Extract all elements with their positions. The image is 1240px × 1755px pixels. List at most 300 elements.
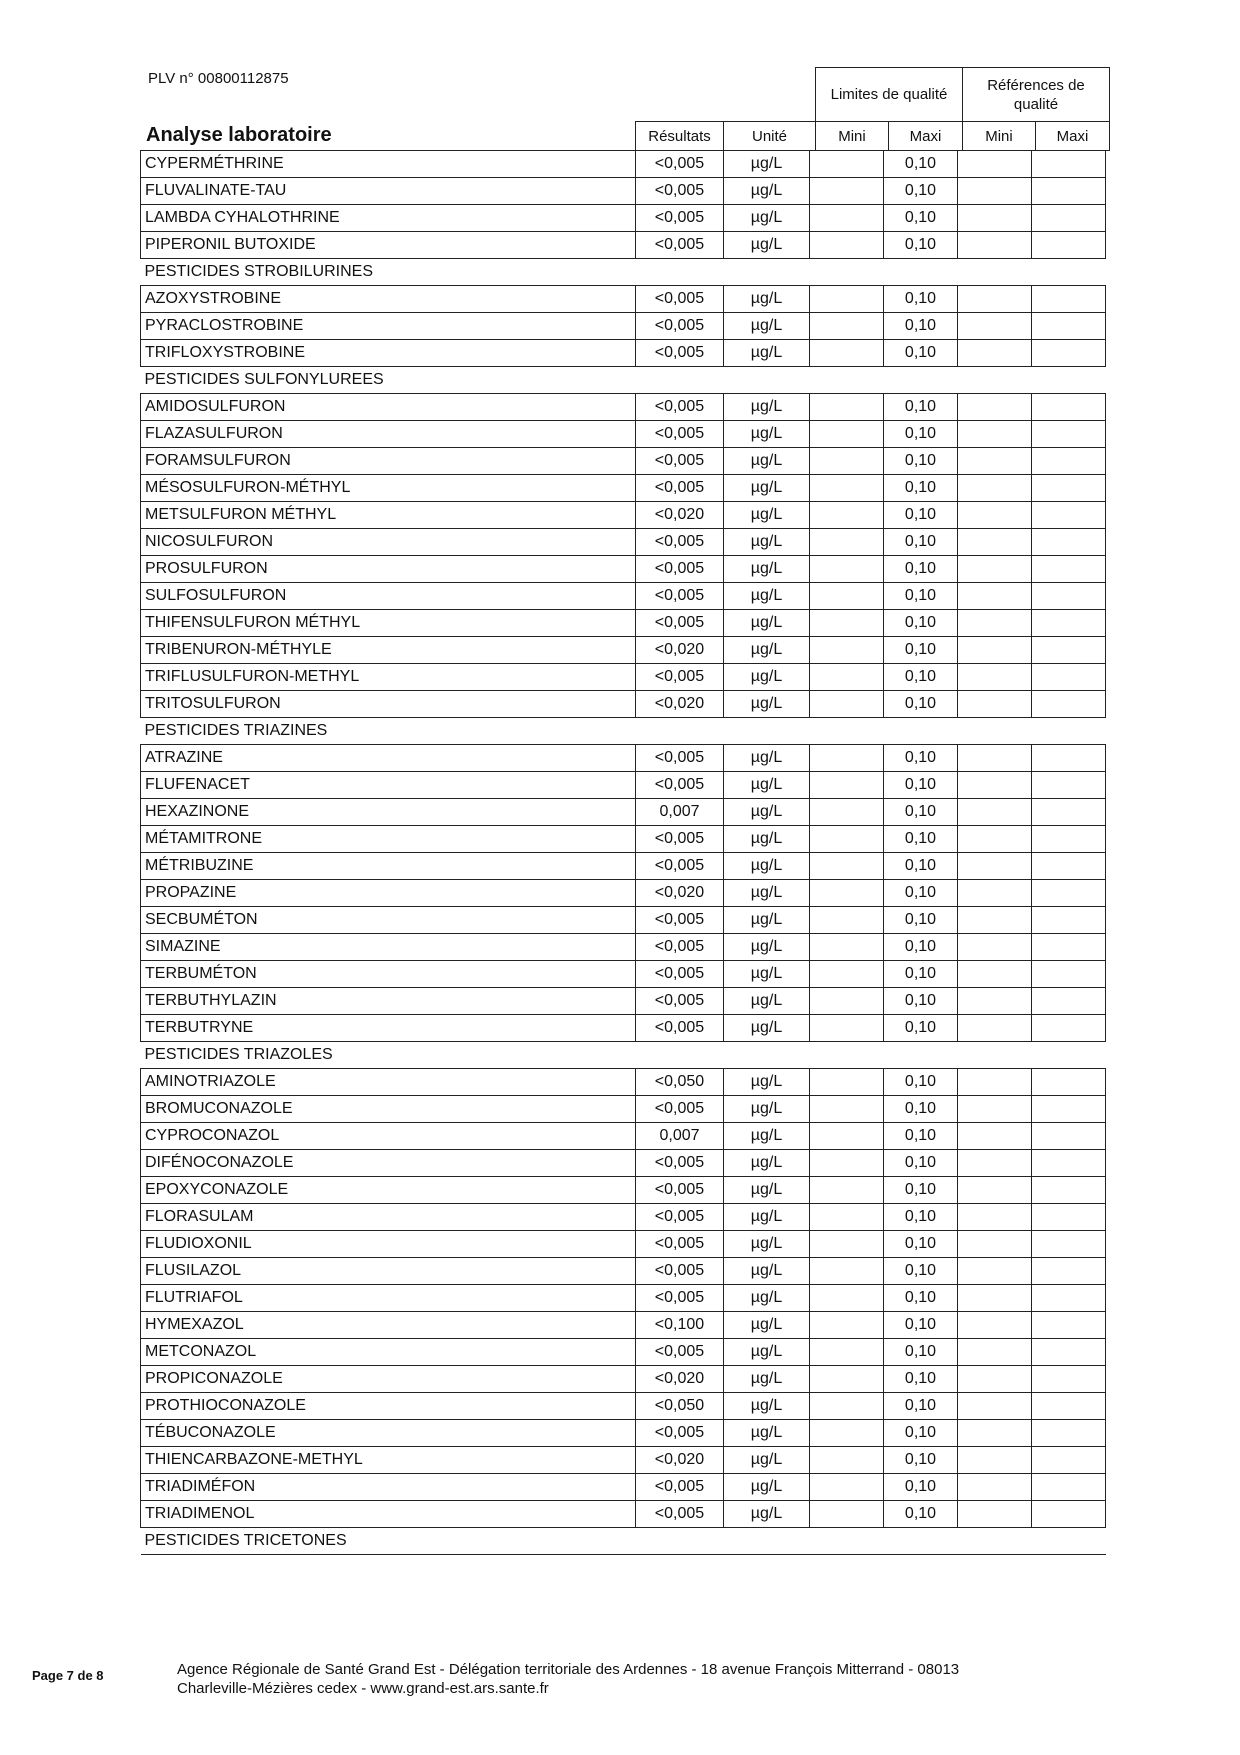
- table-row: [141, 1312, 1106, 1339]
- table-row: [141, 1447, 1106, 1474]
- limit-mini: [810, 1420, 884, 1447]
- unit-value: µg/L: [724, 475, 810, 502]
- unit-value: µg/L: [724, 583, 810, 610]
- parameter-name: TRIBENURON-MÉTHYLE: [141, 637, 636, 664]
- parameter-name: MÉTAMITRONE: [141, 826, 636, 853]
- unit-value: µg/L: [724, 448, 810, 475]
- parameter-name: FLUFENACET: [141, 772, 636, 799]
- reference-maxi: [1032, 286, 1106, 313]
- table-row: [141, 637, 1106, 664]
- table-row: [141, 1420, 1106, 1447]
- limit-mini: [810, 664, 884, 691]
- header-limites-mini: Mini: [815, 121, 889, 151]
- reference-maxi: [1032, 1123, 1106, 1150]
- reference-mini: [958, 853, 1032, 880]
- unit-value: µg/L: [724, 1420, 810, 1447]
- reference-mini: [958, 637, 1032, 664]
- page-title: Analyse laboratoire: [146, 124, 332, 146]
- parameter-name: FORAMSULFURON: [141, 448, 636, 475]
- table-row: [141, 1258, 1106, 1285]
- limit-mini: [810, 1096, 884, 1123]
- result-value: <0,005: [636, 178, 724, 205]
- reference-mini: [958, 1339, 1032, 1366]
- limit-mini: [810, 1177, 884, 1204]
- table-row: [141, 529, 1106, 556]
- footer-address: [177, 1660, 959, 1698]
- limit-maxi: 0,10: [884, 691, 958, 718]
- limit-mini: [810, 556, 884, 583]
- limit-maxi: 0,10: [884, 826, 958, 853]
- result-value: <0,020: [636, 880, 724, 907]
- reference-maxi: [1032, 826, 1106, 853]
- reference-maxi: [1032, 475, 1106, 502]
- unit-value: µg/L: [724, 529, 810, 556]
- limit-mini: [810, 178, 884, 205]
- reference-maxi: [1032, 1501, 1106, 1528]
- reference-mini: [958, 556, 1032, 583]
- result-value: <0,005: [636, 1231, 724, 1258]
- reference-mini: [958, 961, 1032, 988]
- table-row: [141, 691, 1106, 718]
- footer-line-2: Charleville-Mézières cedex - www.grand-est.ars.sante.fr: [177, 1680, 549, 1697]
- unit-value: µg/L: [724, 178, 810, 205]
- limit-mini: [810, 1366, 884, 1393]
- header-limites-maxi: Maxi: [888, 121, 963, 151]
- limit-maxi: 0,10: [884, 448, 958, 475]
- limit-maxi: 0,10: [884, 1312, 958, 1339]
- table-row: [141, 421, 1106, 448]
- parameter-name: TRIADIMÉFON: [141, 1474, 636, 1501]
- reference-maxi: [1032, 1447, 1106, 1474]
- table-row: [141, 1150, 1106, 1177]
- limit-maxi: 0,10: [884, 610, 958, 637]
- table-row: [141, 799, 1106, 826]
- limit-mini: [810, 745, 884, 772]
- limit-mini: [810, 151, 884, 178]
- reference-maxi: [1032, 1204, 1106, 1231]
- unit-value: µg/L: [724, 556, 810, 583]
- table-row: [141, 907, 1106, 934]
- limit-maxi: 0,10: [884, 556, 958, 583]
- reference-mini: [958, 880, 1032, 907]
- limit-mini: [810, 421, 884, 448]
- parameter-name: AMIDOSULFURON: [141, 394, 636, 421]
- parameter-name: PYRACLOSTROBINE: [141, 313, 636, 340]
- limit-mini: [810, 232, 884, 259]
- limit-mini: [810, 934, 884, 961]
- limit-maxi: 0,10: [884, 1447, 958, 1474]
- table-row: [141, 583, 1106, 610]
- result-value: <0,005: [636, 151, 724, 178]
- limit-mini: [810, 1204, 884, 1231]
- unit-value: µg/L: [724, 1015, 810, 1042]
- reference-maxi: [1032, 1231, 1106, 1258]
- limit-mini: [810, 826, 884, 853]
- unit-value: µg/L: [724, 664, 810, 691]
- reference-mini: [958, 772, 1032, 799]
- limit-maxi: 0,10: [884, 502, 958, 529]
- result-value: 0,007: [636, 1123, 724, 1150]
- reference-mini: [958, 583, 1032, 610]
- parameter-name: LAMBDA CYHALOTHRINE: [141, 205, 636, 232]
- result-value: <0,005: [636, 394, 724, 421]
- limit-maxi: 0,10: [884, 1204, 958, 1231]
- limit-mini: [810, 448, 884, 475]
- result-value: <0,005: [636, 448, 724, 475]
- reference-maxi: [1032, 583, 1106, 610]
- limit-maxi: 0,10: [884, 1123, 958, 1150]
- parameter-name: METCONAZOL: [141, 1339, 636, 1366]
- limit-maxi: 0,10: [884, 1177, 958, 1204]
- table-row: [141, 1015, 1106, 1042]
- reference-maxi: [1032, 151, 1106, 178]
- limit-maxi: 0,10: [884, 637, 958, 664]
- unit-value: µg/L: [724, 502, 810, 529]
- table-row: [141, 1474, 1106, 1501]
- reference-mini: [958, 205, 1032, 232]
- limit-maxi: 0,10: [884, 151, 958, 178]
- parameter-name: PIPERONIL BUTOXIDE: [141, 232, 636, 259]
- limit-mini: [810, 394, 884, 421]
- header-references-label: Références de qualité: [987, 76, 1085, 113]
- parameter-name: FLUTRIAFOL: [141, 1285, 636, 1312]
- result-value: <0,005: [636, 1150, 724, 1177]
- result-value: <0,005: [636, 934, 724, 961]
- section-title: PESTICIDES SULFONYLUREES: [141, 367, 1106, 394]
- reference-mini: [958, 1447, 1032, 1474]
- reference-mini: [958, 448, 1032, 475]
- reference-mini: [958, 232, 1032, 259]
- unit-value: µg/L: [724, 1123, 810, 1150]
- result-value: <0,005: [636, 475, 724, 502]
- limit-maxi: 0,10: [884, 961, 958, 988]
- reference-maxi: [1032, 1393, 1106, 1420]
- section-header: [141, 1042, 1106, 1069]
- result-value: <0,005: [636, 1501, 724, 1528]
- result-value: <0,020: [636, 637, 724, 664]
- parameter-name: TRIFLOXYSTROBINE: [141, 340, 636, 367]
- limit-maxi: 0,10: [884, 394, 958, 421]
- table-row: [141, 205, 1106, 232]
- limit-maxi: 0,10: [884, 745, 958, 772]
- reference-mini: [958, 1177, 1032, 1204]
- reference-maxi: [1032, 853, 1106, 880]
- limit-maxi: 0,10: [884, 1096, 958, 1123]
- result-value: <0,020: [636, 691, 724, 718]
- result-value: <0,005: [636, 286, 724, 313]
- reference-mini: [958, 1420, 1032, 1447]
- reference-mini: [958, 340, 1032, 367]
- reference-maxi: [1032, 178, 1106, 205]
- parameter-name: SECBUMÉTON: [141, 907, 636, 934]
- limit-mini: [810, 880, 884, 907]
- parameter-name: SIMAZINE: [141, 934, 636, 961]
- unit-value: µg/L: [724, 313, 810, 340]
- result-value: <0,005: [636, 1285, 724, 1312]
- limit-mini: [810, 1393, 884, 1420]
- header-unite: Unité: [723, 121, 816, 151]
- limit-maxi: 0,10: [884, 286, 958, 313]
- parameter-name: METSULFURON MÉTHYL: [141, 502, 636, 529]
- result-value: <0,005: [636, 583, 724, 610]
- reference-maxi: [1032, 772, 1106, 799]
- parameter-name: ATRAZINE: [141, 745, 636, 772]
- limit-maxi: 0,10: [884, 232, 958, 259]
- result-value: <0,005: [636, 340, 724, 367]
- result-value: <0,050: [636, 1393, 724, 1420]
- parameter-name: AMINOTRIAZOLE: [141, 1069, 636, 1096]
- limit-mini: [810, 1258, 884, 1285]
- table-row: [141, 1123, 1106, 1150]
- header-references-qualite: [962, 67, 1110, 122]
- parameter-name: TRIADIMENOL: [141, 1501, 636, 1528]
- result-value: <0,005: [636, 961, 724, 988]
- limit-mini: [810, 529, 884, 556]
- table-row: [141, 1231, 1106, 1258]
- result-value: <0,020: [636, 502, 724, 529]
- section-header: [141, 718, 1106, 745]
- parameter-name: HEXAZINONE: [141, 799, 636, 826]
- unit-value: µg/L: [724, 934, 810, 961]
- parameter-name: TRITOSULFURON: [141, 691, 636, 718]
- limit-maxi: 0,10: [884, 178, 958, 205]
- unit-value: µg/L: [724, 1393, 810, 1420]
- result-value: <0,005: [636, 745, 724, 772]
- limit-mini: [810, 475, 884, 502]
- unit-value: µg/L: [724, 1366, 810, 1393]
- reference-maxi: [1032, 1339, 1106, 1366]
- unit-value: µg/L: [724, 1177, 810, 1204]
- reference-mini: [958, 1069, 1032, 1096]
- unit-value: µg/L: [724, 799, 810, 826]
- limit-mini: [810, 1015, 884, 1042]
- unit-value: µg/L: [724, 421, 810, 448]
- unit-value: µg/L: [724, 772, 810, 799]
- limit-mini: [810, 313, 884, 340]
- limit-maxi: 0,10: [884, 772, 958, 799]
- result-value: <0,005: [636, 1474, 724, 1501]
- reference-mini: [958, 529, 1032, 556]
- reference-mini: [958, 610, 1032, 637]
- parameter-name: THIFENSULFURON MÉTHYL: [141, 610, 636, 637]
- reference-maxi: [1032, 1366, 1106, 1393]
- parameter-name: AZOXYSTROBINE: [141, 286, 636, 313]
- table-row: [141, 1339, 1106, 1366]
- reference-mini: [958, 1312, 1032, 1339]
- table-row: [141, 1501, 1106, 1528]
- reference-maxi: [1032, 691, 1106, 718]
- parameter-name: FLORASULAM: [141, 1204, 636, 1231]
- section-header: [141, 259, 1106, 286]
- unit-value: µg/L: [724, 1231, 810, 1258]
- parameter-name: SULFOSULFURON: [141, 583, 636, 610]
- reference-maxi: [1032, 448, 1106, 475]
- limit-maxi: 0,10: [884, 1474, 958, 1501]
- unit-value: µg/L: [724, 1258, 810, 1285]
- table-row: [141, 988, 1106, 1015]
- unit-value: µg/L: [724, 1447, 810, 1474]
- result-value: <0,005: [636, 421, 724, 448]
- parameter-name: MÉTRIBUZINE: [141, 853, 636, 880]
- table-row: [141, 556, 1106, 583]
- limit-mini: [810, 691, 884, 718]
- unit-value: µg/L: [724, 151, 810, 178]
- table-row: [141, 286, 1106, 313]
- table-row: [141, 1069, 1106, 1096]
- unit-value: µg/L: [724, 1150, 810, 1177]
- parameter-name: FLAZASULFURON: [141, 421, 636, 448]
- limit-maxi: 0,10: [884, 583, 958, 610]
- reference-maxi: [1032, 205, 1106, 232]
- result-value: <0,005: [636, 1015, 724, 1042]
- limit-mini: [810, 1447, 884, 1474]
- result-value: <0,100: [636, 1312, 724, 1339]
- limit-mini: [810, 1069, 884, 1096]
- limit-maxi: 0,10: [884, 205, 958, 232]
- parameter-name: DIFÉNOCONAZOLE: [141, 1150, 636, 1177]
- result-value: <0,005: [636, 1096, 724, 1123]
- result-value: <0,020: [636, 1366, 724, 1393]
- unit-value: µg/L: [724, 907, 810, 934]
- result-value: <0,005: [636, 853, 724, 880]
- reference-maxi: [1032, 1258, 1106, 1285]
- analysis-table-body: [141, 151, 1106, 1555]
- limit-mini: [810, 853, 884, 880]
- limit-mini: [810, 286, 884, 313]
- result-value: <0,005: [636, 1177, 724, 1204]
- table-row: [141, 853, 1106, 880]
- table-row: [141, 475, 1106, 502]
- result-value: <0,020: [636, 1447, 724, 1474]
- reference-mini: [958, 421, 1032, 448]
- limit-maxi: 0,10: [884, 313, 958, 340]
- limit-maxi: 0,10: [884, 907, 958, 934]
- reference-mini: [958, 394, 1032, 421]
- limit-mini: [810, 1474, 884, 1501]
- reference-maxi: [1032, 232, 1106, 259]
- analysis-table: [140, 150, 1106, 1555]
- header-resultats: Résultats: [635, 121, 724, 151]
- table-row: [141, 151, 1106, 178]
- reference-mini: [958, 1393, 1032, 1420]
- reference-mini: [958, 1015, 1032, 1042]
- reference-maxi: [1032, 1069, 1106, 1096]
- reference-mini: [958, 934, 1032, 961]
- limit-mini: [810, 637, 884, 664]
- table-row: [141, 178, 1106, 205]
- parameter-name: FLUDIOXONIL: [141, 1231, 636, 1258]
- reference-maxi: [1032, 745, 1106, 772]
- reference-mini: [958, 799, 1032, 826]
- limit-mini: [810, 1150, 884, 1177]
- result-value: <0,005: [636, 772, 724, 799]
- unit-value: µg/L: [724, 232, 810, 259]
- reference-maxi: [1032, 1015, 1106, 1042]
- reference-mini: [958, 1474, 1032, 1501]
- result-value: <0,005: [636, 610, 724, 637]
- result-value: <0,005: [636, 988, 724, 1015]
- reference-mini: [958, 178, 1032, 205]
- limit-maxi: 0,10: [884, 1150, 958, 1177]
- table-row: [141, 772, 1106, 799]
- limit-mini: [810, 1339, 884, 1366]
- result-value: <0,005: [636, 1420, 724, 1447]
- result-value: <0,005: [636, 205, 724, 232]
- table-row: [141, 1177, 1106, 1204]
- section-title: PESTICIDES TRICETONES: [141, 1528, 1106, 1555]
- header-limites-label: Limites de qualité: [830, 86, 948, 103]
- limit-maxi: 0,10: [884, 988, 958, 1015]
- limit-maxi: 0,10: [884, 934, 958, 961]
- parameter-name: EPOXYCONAZOLE: [141, 1177, 636, 1204]
- reference-maxi: [1032, 934, 1106, 961]
- result-value: <0,005: [636, 1204, 724, 1231]
- reference-mini: [958, 1366, 1032, 1393]
- parameter-name: CYPERMÉTHRINE: [141, 151, 636, 178]
- limit-maxi: 0,10: [884, 1339, 958, 1366]
- limit-maxi: 0,10: [884, 1501, 958, 1528]
- reference-maxi: [1032, 1096, 1106, 1123]
- table-row: [141, 448, 1106, 475]
- limit-mini: [810, 1501, 884, 1528]
- reference-mini: [958, 1123, 1032, 1150]
- unit-value: µg/L: [724, 1096, 810, 1123]
- table-row: [141, 880, 1106, 907]
- header-references-mini: Mini: [962, 121, 1036, 151]
- limit-mini: [810, 1285, 884, 1312]
- parameter-name: PROTHIOCONAZOLE: [141, 1393, 636, 1420]
- result-value: <0,005: [636, 556, 724, 583]
- unit-value: µg/L: [724, 880, 810, 907]
- unit-value: µg/L: [724, 610, 810, 637]
- parameter-name: THIENCARBAZONE-METHYL: [141, 1447, 636, 1474]
- unit-value: µg/L: [724, 745, 810, 772]
- parameter-name: CYPROCONAZOL: [141, 1123, 636, 1150]
- reference-maxi: [1032, 313, 1106, 340]
- unit-value: µg/L: [724, 826, 810, 853]
- reference-maxi: [1032, 502, 1106, 529]
- limit-maxi: 0,10: [884, 529, 958, 556]
- result-value: <0,005: [636, 529, 724, 556]
- table-row: [141, 394, 1106, 421]
- result-value: <0,005: [636, 664, 724, 691]
- unit-value: µg/L: [724, 637, 810, 664]
- limit-mini: [810, 205, 884, 232]
- limit-maxi: 0,10: [884, 1285, 958, 1312]
- parameter-name: NICOSULFURON: [141, 529, 636, 556]
- reference-maxi: [1032, 1285, 1106, 1312]
- reference-mini: [958, 1258, 1032, 1285]
- result-value: <0,005: [636, 1339, 724, 1366]
- result-value: <0,050: [636, 1069, 724, 1096]
- result-value: <0,005: [636, 826, 724, 853]
- reference-maxi: [1032, 961, 1106, 988]
- parameter-name: PROPAZINE: [141, 880, 636, 907]
- table-row: [141, 232, 1106, 259]
- reference-maxi: [1032, 556, 1106, 583]
- limit-mini: [810, 502, 884, 529]
- reference-mini: [958, 907, 1032, 934]
- unit-value: µg/L: [724, 1069, 810, 1096]
- limit-mini: [810, 1312, 884, 1339]
- limit-maxi: 0,10: [884, 1015, 958, 1042]
- section-title: PESTICIDES TRIAZINES: [141, 718, 1106, 745]
- parameter-name: HYMEXAZOL: [141, 1312, 636, 1339]
- unit-value: µg/L: [724, 1312, 810, 1339]
- sample-reference: PLV n° 00800112875: [148, 70, 289, 87]
- parameter-name: TRIFLUSULFURON-METHYL: [141, 664, 636, 691]
- unit-value: µg/L: [724, 853, 810, 880]
